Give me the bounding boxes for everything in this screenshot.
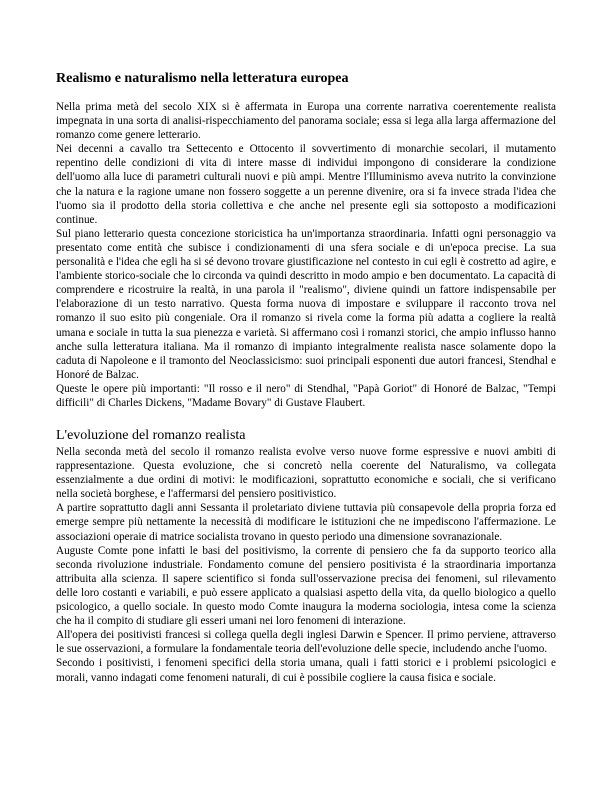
paragraph: Nei decenni a cavallo tra Settecento e Ottocento il sovvertimento di monarchie secolari, il mutamento repentino delle condizioni di vita di intere masse di individui impongono di considerare la condizione dell'uomo alla luce di parametri culturali nuovi e più ampi. Mentre l'Illuminismo aveva nutrito la convinzione che la natura e la ragione umane non fossero soggette a un perenne divenire, ora si fa invece strada l'idea che l'uomo sia il prodotto della storia collettiva e che anche nel presente egli sia sottoposto a modificazioni continue.: [56, 143, 556, 226]
paragraph: All'opera dei positivisti francesi si collega quella degli inglesi Darwin e Spencer. Il primo perviene, attraverso le sue osservazioni, a formulare la fondamentale teoria dell'evoluzione delle specie, includendo anche l'uomo.: [56, 629, 556, 656]
paragraph: Sul piano letterario questa concezione storicistica ha un'importanza straordinaria. Infatti ogni personaggio va presentato come entità che subisce i condizionamenti di una sfera sociale e di un'epoca precise. La sua personalità e l'idea che egli ha si sé devono trovare giustificazione nel contesto in cui egli è costretto ad agire, e l'ambiente storico-sociale che lo circonda va quindi descritto in modo ampio e ben documentato. La capacità di comprendere e ricostruire la realtà, in una parola il "realismo", diviene quindi un fattore indispensabile per l'elaborazione di un testo narrativo. Questa forma nuova di impostare e sviluppare il racconto trova nel romanzo il suo esito più congeniale. Ora il romanzo si rivela come la forma più adatta a cogliere la realtà umana e sociale in tutta la sua pienezza e varietà. Si affermano così i romanzi storici, che ampio influsso hanno anche sulla letteratura italiana. Ma il romanzo di impianto integralmente realista nasce solamente dopo la caduta di Napoleone e il tramonto del Neoclassicismo: suoi principali esponenti due autori francesi, Stendhal e Honoré de Balzac.: [56, 227, 556, 381]
paragraph: Secondo i positivisti, i fenomeni specifici della storia umana, quali i fatti storici e i problemi psicologici e morali, vanno indagati come fenomeni naturali, di cui è possibile cogliere la causa fisica e sociale.: [56, 657, 556, 684]
paragraph: Nella prima metà del secolo XIX si è affermata in Europa una corrente narrativa coerentemente realista impegnata in una sorta di analisi-rispecchiamento del panorama sociale; essa si lega alla larga affermazione del romanzo come genere letterario.: [56, 101, 556, 142]
paragraph: A partire soprattutto dagli anni Sessanta il proletariato diviene tuttavia più consapevole della propria forza ed emerge sempre più nettamente la necessità di modificare le istituzioni che ne impediscono l'affermazione. Le associazioni operaie di matrice socialista trovano in questo periodo una dimensione sovranazionale.: [56, 502, 556, 543]
paragraph: Queste le opere più importanti: "Il rosso e il nero" di Stendhal, "Papà Goriot" di Honoré de Balzac, "Tempi difficili" di Charles Dickens, "Madame Bovary" di Gustave Flaubert.: [56, 382, 556, 409]
paragraph: Nella seconda metà del secolo il romanzo realista evolve verso nuove forme espressive e nuovi ambiti di rappresentazione. Questa evoluzione, che si concretò nella coerente del Naturalismo, va collegata essenzialmente a due ordini di motivi: le modificazioni, soprattutto economiche e sociali, che si verificano nella società borghese, e l'affermarsi del pensiero positivistico.: [56, 446, 556, 501]
section-realism: [56, 100, 556, 410]
section-heading: L'evoluzione del romanzo realista: [56, 428, 246, 443]
section-evolution: [56, 445, 556, 685]
paragraph: Auguste Comte pone infatti le basi del positivismo, la corrente di pensiero che fa da supporto teorico alla seconda rivoluzione industriale. Fondamento comune del pensiero positivista é la straordinaria importanza attribuita alla scienza. Il sapere scientifico si fonda sull'osservazione precisa dei fenomeni, sul rilevamento delle loro costanti e variabili, e può essere applicato a qualsiasi aspetto della vita, da quello biologico a quello psicologico, a quello sociale. In questo modo Comte inaugura la moderna sociologia, intesa come la scienza che ha il compito di studiare gli esseri umani nei loro fenomeni di interazione.: [56, 544, 556, 628]
page-title: Realismo e naturalismo nella letteratura europea: [56, 71, 349, 86]
